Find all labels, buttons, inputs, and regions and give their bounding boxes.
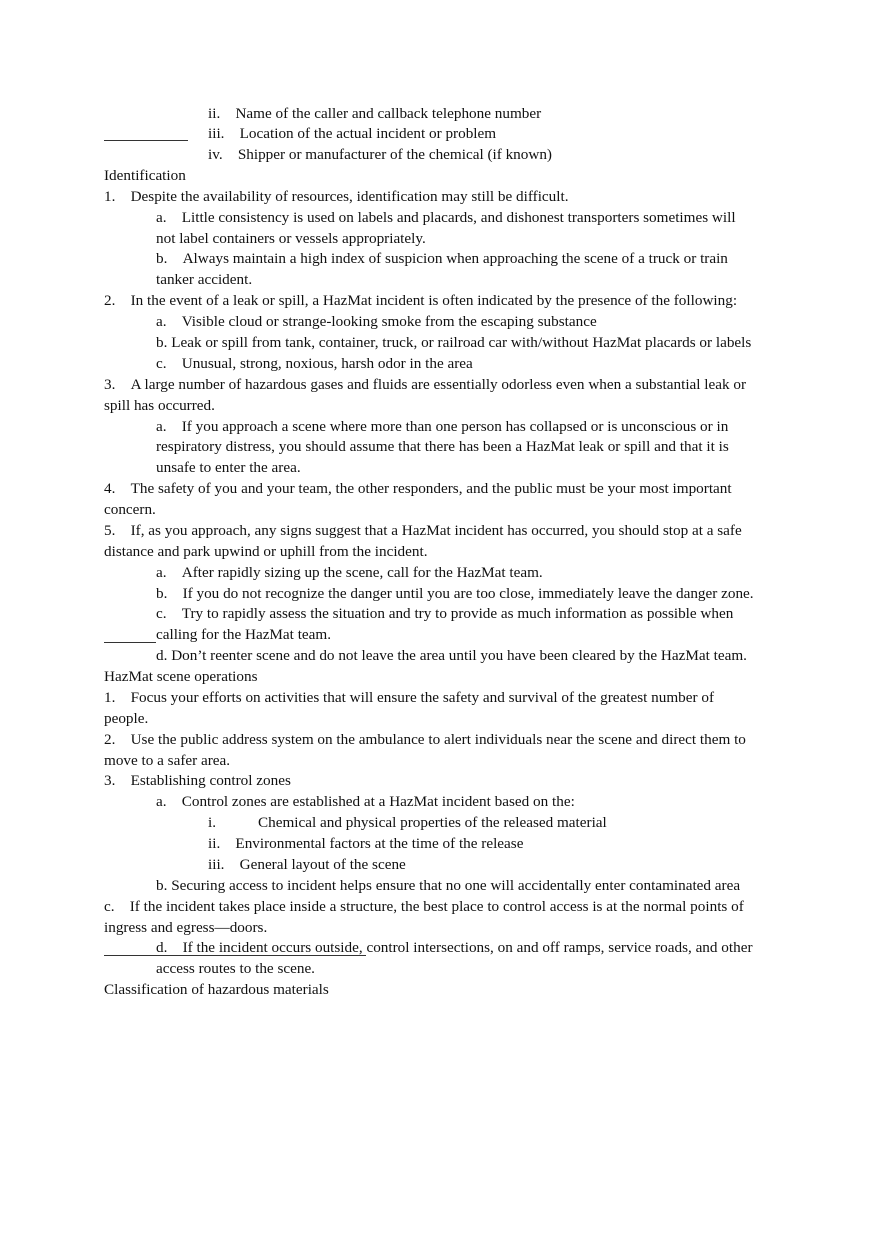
identification-point-5c-line1: c. Try to rapidly assess the situation and try to provide as much information as possible when (156, 605, 734, 622)
operations-point-3a: a. Control zones are established at a HazMat incident based on the: (156, 793, 575, 810)
list-text: Chemical and physical properties of the released material (258, 814, 607, 831)
operations-point-2-line2: move to a safer area. (104, 752, 231, 769)
identification-point-5-line2: distance and park upwind or uphill from the incident. (104, 543, 428, 560)
intro-item-iv (208, 146, 552, 164)
list-text: Name of the caller and callback telephone number (235, 105, 542, 122)
operations-point-3c-line1: c. If the incident takes place inside a structure, the best place to control access is at the normal points of (104, 898, 744, 915)
list-marker: iii. (208, 125, 225, 142)
operations-point-1-line2: people. (104, 710, 149, 727)
intro-item-iii (208, 125, 496, 143)
identification-point-3a-line1: a. If you approach a scene where more than one person has collapsed or is unconscious or in (156, 418, 729, 435)
identification-point-1b-line2: tanker accident. (156, 271, 253, 288)
section-heading-operations: HazMat scene operations (104, 668, 258, 685)
identification-point-5c-line2: calling for the HazMat team. (156, 626, 332, 643)
list-text: Location of the actual incident or problem (239, 125, 497, 142)
operations-point-3d-line2: access routes to the scene. (156, 960, 315, 977)
operations-point-2-line1: 2. Use the public address system on the ambulance to alert individuals near the scene and direct them to (104, 731, 746, 748)
operations-point-3c-line2: ingress and egress—doors. (104, 919, 268, 936)
identification-point-5a: a. After rapidly sizing up the scene, call for the HazMat team. (156, 564, 543, 581)
identification-point-5-line1: 5. If, as you approach, any signs suggest that a HazMat incident has occurred, you should stop at a safe (104, 522, 742, 539)
list-marker: ii. (208, 105, 221, 122)
blank-rule-2 (104, 642, 156, 643)
operations-point-3a-i (208, 814, 607, 832)
identification-point-2: 2. In the event of a leak or spill, a HazMat incident is often indicated by the presence of the following: (104, 292, 738, 309)
identification-point-2a: a. Visible cloud or strange-looking smoke from the escaping substance (156, 313, 597, 330)
identification-point-1a-line2: not label containers or vessels appropriately. (156, 230, 426, 247)
identification-point-2b: b. Leak or spill from tank, container, truck, or railroad car with/without HazMat placards or labels (156, 334, 752, 351)
operations-point-3d-line1: d. If the incident occurs outside, control intersections, on and off ramps, service roads, and other (156, 939, 753, 956)
identification-point-5b: b. If you do not recognize the danger until you are too close, immediately leave the danger zone. (156, 585, 754, 602)
identification-point-1: 1. Despite the availability of resources, identification may still be difficult. (104, 188, 569, 205)
section-heading-identification: Identification (104, 167, 186, 184)
list-marker: i. (208, 814, 217, 831)
operations-point-3a-ii: ii. Environmental factors at the time of the release (208, 835, 524, 852)
identification-point-4-line2: concern. (104, 501, 156, 518)
operations-point-1-line1: 1. Focus your efforts on activities that will ensure the safety and survival of the greatest number of (104, 689, 715, 706)
identification-point-2c: c. Unusual, strong, noxious, harsh odor in the area (156, 355, 473, 372)
identification-point-3-line2: spill has occurred. (104, 397, 215, 414)
identification-point-3-line1: 3. A large number of hazardous gases and fluids are essentially odorless even when a substantial leak or (104, 376, 747, 393)
intro-item-ii (208, 105, 541, 123)
identification-point-1b-line1: b. Always maintain a high index of suspicion when approaching the scene of a truck or train (156, 250, 728, 267)
identification-point-3a-line3: unsafe to enter the area. (156, 459, 301, 476)
list-text: Shipper or manufacturer of the chemical (if known) (237, 146, 552, 163)
operations-point-3a-iii: iii. General layout of the scene (208, 856, 406, 873)
list-marker: iv. (208, 146, 223, 163)
identification-point-4-line1: 4. The safety of you and your team, the other responders, and the public must be your most important (104, 480, 732, 497)
identification-point-3a-line2: respiratory distress, you should assume that there has been a HazMat leak or spill and that it is (156, 438, 729, 455)
operations-point-3b: b. Securing access to incident helps ensure that no one will accidentally enter contaminated area (156, 877, 741, 894)
section-heading-classification: Classification of hazardous materials (104, 981, 329, 998)
blank-rule-1 (104, 140, 188, 141)
operations-point-3: 3. Establishing control zones (104, 772, 291, 789)
identification-point-1a-line1: a. Little consistency is used on labels and placards, and dishonest transporters sometimes will (156, 209, 736, 226)
identification-point-5d: d. Don’t reenter scene and do not leave the area until you have been cleared by the HazMat team. (156, 647, 747, 664)
